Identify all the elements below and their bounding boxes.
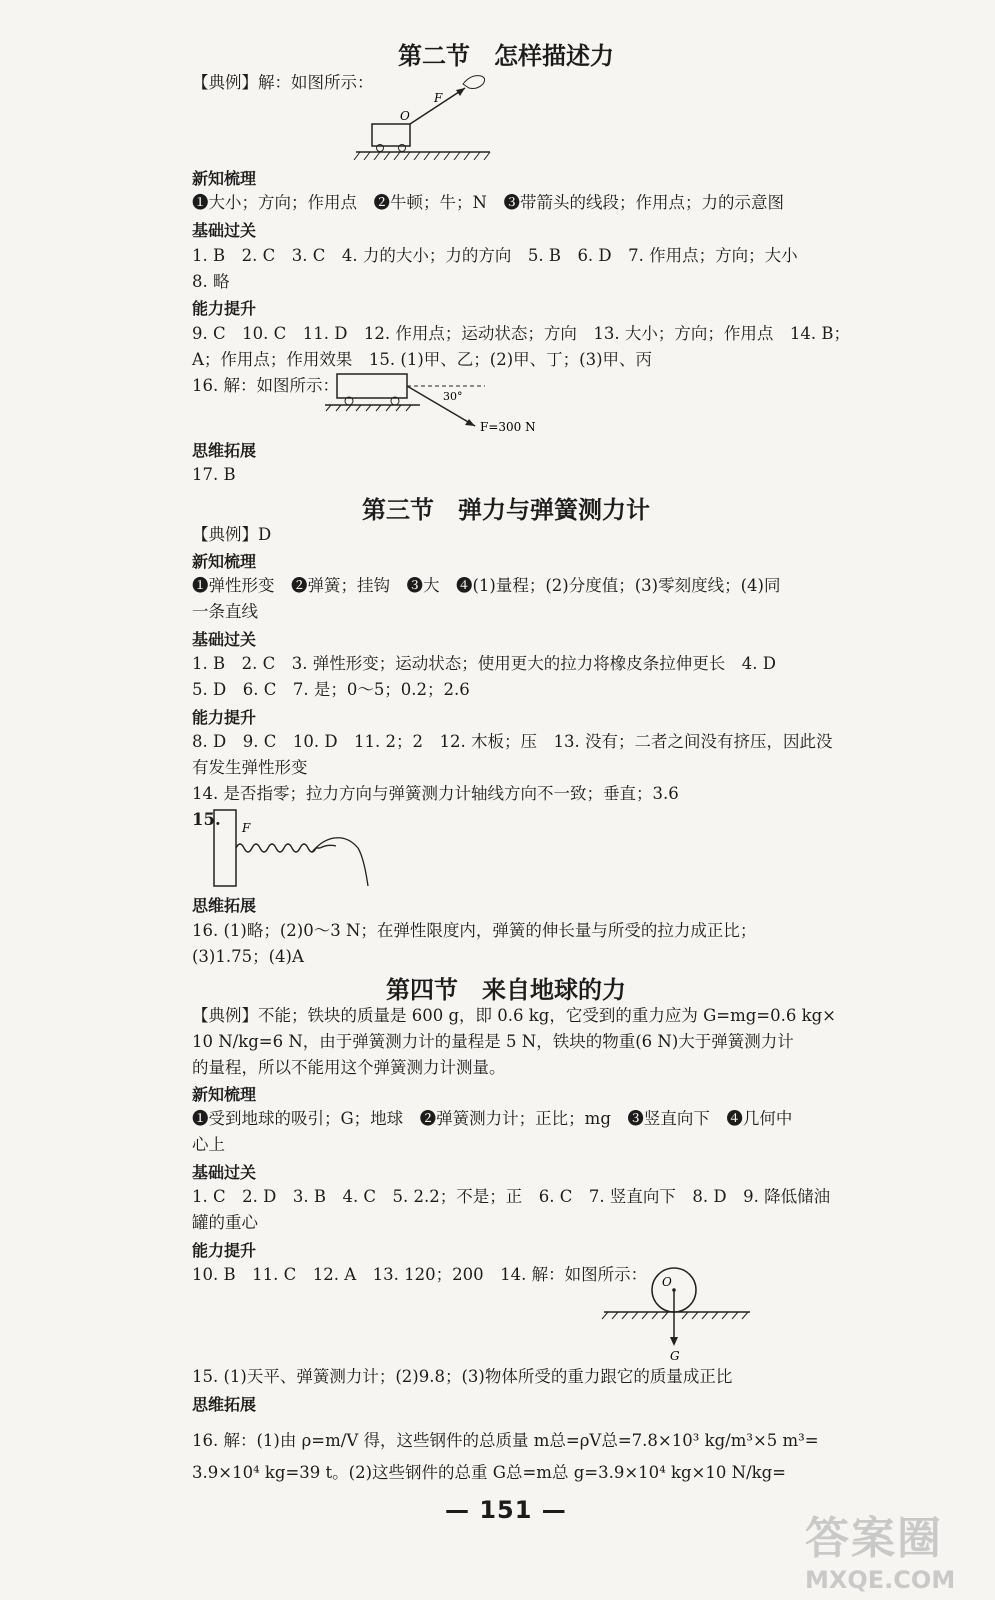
section-title: 第四节 来自地球的力 bbox=[386, 976, 626, 1004]
answer-line: 8. 略 bbox=[192, 272, 230, 291]
point-o-label: O bbox=[400, 109, 410, 123]
force-label: F=300 N bbox=[480, 420, 536, 434]
answer-line: ❶大小；方向；作用点 ❷牛顿；牛；N ❸带箭头的线段；作用点；力的示意图 bbox=[192, 193, 784, 212]
subheading: 能力提升 bbox=[192, 708, 257, 727]
section-title: 第三节 弹力与弹簧测力计 bbox=[362, 496, 650, 524]
example-line: 10 N/kg=6 N，由于弹簧测力计的量程是 5 N，铁块的物重(6 N)大于弹簧测力计 bbox=[192, 1032, 794, 1051]
answer-line: 心上 bbox=[192, 1135, 225, 1154]
answer-line: 8. D 9. C 10. D 11. 2；2 12. 木板；压 13. 没有；二者之间没有挤压，因此没 bbox=[192, 732, 833, 751]
angle-label: 30° bbox=[443, 390, 463, 403]
answer-line: 16. 解：(1)由 ρ=m/V 得，这些钢件的总质量 m总=ρV总=7.8×10³ kg/m³×5 m³= bbox=[192, 1431, 819, 1450]
subheading: 能力提升 bbox=[192, 1241, 257, 1260]
answer-line: 一条直线 bbox=[192, 602, 258, 621]
example-line: 【典例】不能；铁块的质量是 600 g，即 0.6 kg，它受到的重力应为 G=mg=0.6 kg× bbox=[192, 1006, 836, 1025]
answer-line: 3.9×10⁴ kg=39 t。(2)这些钢件的总重 G总=m总 g=3.9×10⁴ kg×10 N/kg= bbox=[192, 1463, 787, 1482]
force-f-label: F bbox=[242, 821, 251, 835]
watermark bbox=[805, 1502, 955, 1594]
section-title: 第二节 怎样描述力 bbox=[398, 42, 614, 70]
gravity-diagram bbox=[600, 1262, 760, 1362]
spring-diagram bbox=[212, 808, 372, 888]
example-line: 【典例】D bbox=[192, 525, 272, 544]
example-line: 【典例】解：如图所示： bbox=[192, 73, 374, 92]
answer-line: 5. D 6. C 7. 是；0～5；0.2；2.6 bbox=[192, 680, 470, 699]
subheading: 思维拓展 bbox=[192, 896, 257, 915]
answer-line: 14. 是否指零；拉力方向与弹簧测力计轴线方向不一致；垂直；3.6 bbox=[192, 784, 679, 803]
page-number: — 151 — bbox=[445, 1496, 567, 1524]
subheading: 思维拓展 bbox=[192, 1395, 257, 1414]
answer-line: ❶弹性形变 ❷弹簧；挂钩 ❸大 ❹(1)量程；(2)分度值；(3)零刻度线；(4)同 bbox=[192, 576, 781, 595]
subheading: 思维拓展 bbox=[192, 441, 257, 460]
answer-line: 1. C 2. D 3. B 4. C 5. 2.2；不是；正 6. C 7. 竖直向下 8. D 9. 降低储油 bbox=[192, 1187, 831, 1206]
answer-line: (3)1.75；(4)A bbox=[192, 947, 304, 966]
watermark-logo: 答案圈 bbox=[805, 1513, 943, 1564]
answer-line: 17. B bbox=[192, 465, 236, 484]
subheading: 基础过关 bbox=[192, 221, 257, 240]
subheading: 新知梳理 bbox=[192, 552, 257, 571]
example-line: 的量程，所以不能用这个弹簧测力计测量。 bbox=[192, 1058, 506, 1077]
answer-line: 1. B 2. C 3. 弹性形变；运动状态；使用更大的拉力将橡皮条拉伸更长 4. D bbox=[192, 654, 776, 673]
answer-line: 罐的重心 bbox=[192, 1213, 258, 1232]
answer-line: 10. B 11. C 12. A 13. 120；200 14. 解：如图所示： bbox=[192, 1265, 648, 1284]
answer-line: 9. C 10. C 11. D 12. 作用点；运动状态；方向 13. 大小；方向；作用点 14. B； bbox=[192, 324, 851, 343]
answer-line: 1. B 2. C 3. C 4. 力的大小；力的方向 5. B 6. D 7. 作用点；方向；大小 bbox=[192, 246, 798, 265]
subheading: 新知梳理 bbox=[192, 169, 257, 188]
subheading: 基础过关 bbox=[192, 1163, 257, 1182]
answer-line: 16. 解：如图所示： bbox=[192, 376, 339, 395]
point-o-label: O bbox=[662, 1275, 672, 1289]
answer-line: 有发生弹性形变 bbox=[192, 758, 308, 777]
answer-line: 15. (1)天平、弹簧测力计；(2)9.8；(3)物体所受的重力跟它的质量成正比 bbox=[192, 1367, 733, 1386]
answer-line: ❶受到地球的吸引；G；地球 ❷弹簧测力计；正比；mg ❸竖直向下 ❹几何中 bbox=[192, 1109, 793, 1128]
gravity-g-label: G bbox=[670, 1349, 680, 1362]
watermark-url: MXQE.COM bbox=[805, 1566, 956, 1594]
subheading: 能力提升 bbox=[192, 299, 257, 318]
answer-line: 15. bbox=[192, 810, 221, 829]
force-f-label: F bbox=[434, 91, 443, 105]
answer-line: 16. (1)略；(2)0～3 N；在弹性限度内，弹簧的伸长量与所受的拉力成正比； bbox=[192, 921, 757, 940]
subheading: 新知梳理 bbox=[192, 1085, 257, 1104]
force-diagram-2 bbox=[325, 368, 555, 438]
force-diagram-1 bbox=[350, 66, 500, 160]
answer-line: A；作用点；作用效果 15. (1)甲、乙；(2)甲、丁；(3)甲、丙 bbox=[192, 350, 653, 369]
subheading: 基础过关 bbox=[192, 630, 257, 649]
